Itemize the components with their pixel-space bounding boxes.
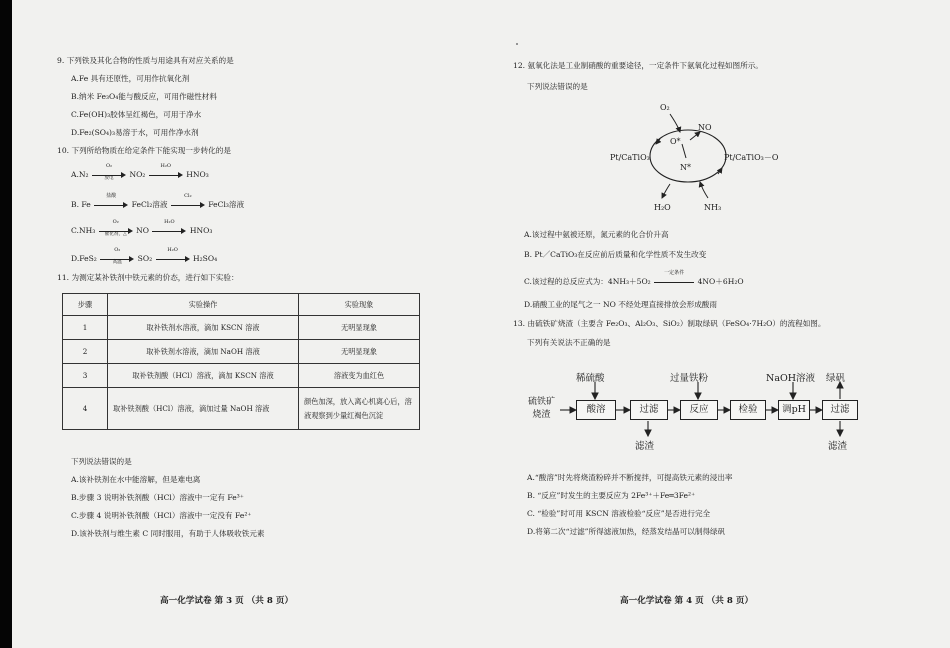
input-excess-iron-powder: 过量铁粉 [670,373,709,384]
q12-option-c: C.该过程的总反应式为：4NH₃＋5O₂ 一定条件 4NO＋6H₂O [524,270,744,286]
waste-residue-2: 滤渣 [828,441,848,452]
q13-prompt: 下列有关说法不正确的是 [527,338,611,347]
q9-option-b: B.纳米 Fe₃O₄能与酸反应，可用作磁性材料 [71,92,217,101]
q13-stem: 13. 由硫铁矿烧渣（主要含 Fe₂O₃、Al₂O₃、SiO₂）制取绿矾（FeSO₄·7H₂O）的流程如图。 [513,319,826,328]
reaction-arrow: O₂ 催化剂，△ [99,226,133,236]
phenomenon-cell: 颜色加深，放入离心机离心后，溶液观察到少量红褐色沉淀 [299,388,420,430]
q9-option-d: D.Fe₂(SO₄)₃易溶于水，可用作净水剂 [71,128,199,137]
o2-arrow [670,114,680,132]
flow-start: 硫铁矿 烧渣 [528,397,556,420]
no-label: NO [698,123,712,132]
footer-page-3: 高一化学试卷 第 3 页 （共 8 页） [160,596,294,606]
reaction-arrow: 盐酸 [94,200,128,210]
q11-prompt: 下列说法错误的是 [71,457,132,466]
table-row [63,388,420,430]
operation-cell: 取补铁剂酸（HCl）溶液，滴加过量 NaOH 溶液 [108,388,299,430]
no-arrow [690,132,700,140]
scan-black-edge [0,0,12,648]
operation-cell: 取补铁剂水溶液，滴加 KSCN 溶液 [108,316,299,340]
q12-option-b: B. Pt／CaTiO₃在反应前后质量和化学性质不发生改变 [524,250,707,259]
q12-option-a: A.该过程中氨被还原，氮元素的化合价升高 [524,230,669,239]
flow-box-test: 检验 [730,400,766,420]
footer-page-4: 高一化学试卷 第 4 页 （共 8 页） [620,596,754,606]
bond-line [682,144,686,158]
step-cell: 3 [63,364,108,388]
q10-option-b: B. Fe 盐酸 FeCl₂溶液 Cl₂ FeCl₃溶液 [71,193,245,209]
nh3-label: NH₃ [704,203,722,212]
input-naoh-solution: NaOH溶液 [766,373,816,384]
reaction-arrow: Cl₂ [171,200,205,210]
operation-cell: 取补铁剂酸（HCl）溶液，滴加 KSCN 溶液 [108,364,299,388]
q11-option-b: B.步骤 3 说明补铁剂酸（HCl）溶液中一定有 Fe³⁺ [71,493,244,502]
q13-option-d: D.将第二次“过滤”所得滤液加热，经蒸发结晶可以制得绿矾 [527,527,726,536]
q11-option-c: C.步骤 4 说明补铁剂酸（HCl）溶液中一定没有 Fe²⁺ [71,511,252,520]
q11-experiment-table [62,293,420,430]
phenomenon-cell: 无明显现象 [299,316,420,340]
scan-speck [516,43,518,45]
operation-cell: 取补铁剂水溶液，滴加 NaOH 溶液 [108,340,299,364]
q10-stem: 10. 下列所给物质在给定条件下能实现一步转化的是 [57,146,231,155]
phenomenon-cell: 无明显现象 [299,340,420,364]
h2o-arrow [662,184,670,198]
h2o-label: H₂O [654,203,671,212]
column-header: 步骤 [63,294,108,316]
right-catalyst-label: Pt/CaTiO₃－O [724,153,779,162]
n-star-label: N* [680,163,691,172]
q10-option-c: C.NH₃ O₂ 催化剂，△ NO H₂O HNO₃ [71,219,213,237]
q11-stem: 11. 为测定某补铁剂中铁元素的价态，进行如下实验： [57,273,239,282]
q9-option-c: C.Fe(OH)₃胶体呈红褐色，可用于净水 [71,110,202,119]
table-header-row [63,294,420,316]
q9-option-a: A.Fe 具有还原性，可用作抗氧化剂 [71,74,190,83]
flow-box-acid-dissolve: 酸溶 [576,400,616,420]
q11-option-d: D.该补铁剂与维生素 C 同时服用，有助于人体吸收铁元素 [71,529,265,538]
q12-prompt: 下列说法错误的是 [527,82,588,91]
reaction-arrow: H₂O [149,170,183,180]
q9-stem: 9. 下列铁及其化合物的性质与用途具有对应关系的是 [57,56,234,65]
cycle-ellipse [650,130,726,182]
reaction-arrow: O₂ 高温 [100,254,134,264]
flow-box-adjust-ph: 调pH [778,400,810,420]
column-header: 实验操作 [108,294,299,316]
ammonia-oxidation-cycle-diagram [600,96,800,216]
table-row [63,316,420,340]
reaction-arrow: O₂ 放电 [92,170,126,180]
q13-option-b: B. “反应”时发生的主要反应为 2Fe³⁺＋Fe═3Fe²⁺ [527,491,696,500]
step-cell: 1 [63,316,108,340]
flow-box-filter-2: 过滤 [822,400,858,420]
q12-stem: 12. 氨氧化法是工业制硝酸的重要途径，一定条件下氨氧化过程如图所示。 [513,61,763,70]
waste-residue-1: 滤渣 [635,441,655,452]
q11-option-a: A.该补铁剂在水中能溶解，但是难电离 [71,475,201,484]
output-green-vitriol: 绿矾 [826,373,846,384]
reaction-arrow: H₂O [152,226,186,236]
step-cell: 4 [63,388,108,430]
reaction-arrow: H₂O [156,254,190,264]
reaction-condition-arrow: 一定条件 [654,277,694,287]
q12-option-d: D.硝酸工业的尾气之一 NO 不经处理直接排放会形成酸雨 [524,300,717,309]
o2-label: O₂ [660,103,670,112]
table-row [63,340,420,364]
q10-option-d: D.FeS₂ O₂ 高温 SO₂ H₂O H₂SO₄ [71,247,218,265]
step-cell: 2 [63,340,108,364]
table-row [63,364,420,388]
q13-option-a: A.“酸溶”时先将烧渣粉碎并不断搅拌，可提高铁元素的浸出率 [527,473,733,482]
o-star-label: O* [670,137,681,146]
flow-box-reaction: 反应 [680,400,718,420]
left-catalyst-label: Pt/CaTiO₃ [610,153,650,162]
phenomenon-cell: 溶液变为血红色 [299,364,420,388]
q13-option-c: C. “检验”时可用 KSCN 溶液检验“反应”是否进行完全 [527,509,711,518]
nh3-arrow [700,182,708,198]
input-dilute-sulfuric-acid: 稀硫酸 [576,373,605,384]
column-header: 实验现象 [299,294,420,316]
q10-option-a: A.N₂ O₂ 放电 NO₂ H₂O HNO₃ [71,163,209,181]
flow-box-filter-1: 过滤 [630,400,668,420]
